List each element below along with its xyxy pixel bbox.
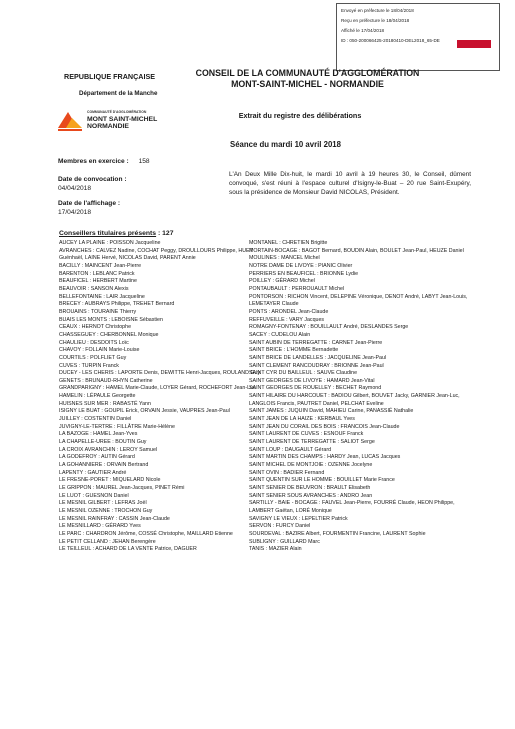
conseiller-entry: LE LUOT : GUESNON Daniel (59, 492, 129, 499)
conseiller-entry: SAINT CLEMENT RANCOUDRAY : BRIONNE Jean-Paul (249, 362, 384, 369)
conseiller-entry: SAINT GEORGES DE ROUELLEY : BECHET Raymond (249, 385, 382, 392)
membres-row (58, 157, 150, 166)
conseiller-entry: LE MESNIL RAINFRAY : CASSIN Jean-Claude (59, 515, 170, 522)
conseiller-entry: PERRIERS EN BEAUFICEL : BRIONNE Lydie (249, 270, 359, 277)
conseiller-entry: SAINT QUENTIN SUR LE HOMME : BOUILLET Marie France (249, 477, 395, 484)
conseiller-entry: CHASSEGUEY : CHERBONNEL Monique (59, 331, 159, 338)
membres-value: 158 (138, 158, 150, 165)
conseiller-entry: LA GODEFROY : AUTIN Gérard (59, 454, 135, 461)
conseiller-entry: LA BAZOGE : HAMEL Jean-Yves (59, 431, 138, 438)
convocation-value: 04/04/2018 (58, 185, 92, 192)
conseiller-entry: SACEY : CUDELOU Alain (249, 331, 311, 338)
conseiller-entry: NOTRE DAME DE LIVOYE : PIANIC Olivier (249, 262, 353, 269)
conseiller-entry: CHAULIEU : DESDOITS Loïc (59, 339, 129, 346)
conseiller-entry: SAINT JEAN DU CORAIL DES BOIS : FRANCOIS Jean-Claude (249, 423, 400, 430)
conseiller-entry: SAINT AUBIN DE TERREGATTE : CARNET Jean-Pierre (249, 339, 383, 346)
logo-line2: NORMANDIE (87, 123, 129, 130)
conseiller-entry: MOULINES : MANCEL Michel (249, 255, 320, 262)
logo-small-text: COMMUNAUTÉ D'AGGLOMÉRATION (87, 110, 147, 114)
conseiller-entry: SAINT SENIER SOUS AVRANCHES : ANDRO Jean (249, 492, 373, 499)
council-title (185, 68, 430, 90)
conseiller-entry: LA GOHANNIERE : ORVAIN Bertrand (59, 462, 149, 469)
conseiller-entry: SAINT JAMES : JUQUIN David, MAHIEU Carine, PANASSIÉ Nathalie (249, 408, 414, 415)
conseiller-entry: MORTAIN-BOCAGE : BAGOT Bernard, BOUDIN Alain, BOULET Jean-Paul, HEUZE Daniel (249, 247, 464, 254)
conseiller-entry: LE FRESNE-PORET : MIQUELARD Nicole (59, 477, 161, 484)
prefecture-stamp (336, 3, 500, 71)
agglo-logo (56, 108, 166, 132)
conseiller-entry: POILLEY : GÉRARD Michel (249, 278, 315, 285)
conseiller-entry: SAINT MARTIN DES CHAMPS : HARDY Jean, LUCAS Jacques (249, 454, 401, 461)
convocation-label: Date de convocation : (58, 176, 127, 183)
stamp-line-affiche: Affiché le 17/04/2018 (341, 28, 385, 33)
conseiller-entry: HAMELIN : LÉPAULE Georgette (59, 393, 136, 400)
conseiller-entry: LE GRIPPON : MAUREL Jean-Jacques, PINET Rémi (59, 485, 185, 491)
conseiller-entry: ISIGNY LE BUAT : GOUPIL Erick, ORVAIN Jessie, VAUPRES Jean-Paul (59, 408, 230, 415)
conseiller-entry: BRECEY : AUBRAYS Philippe, TREHET Bernard (59, 301, 175, 308)
logo-line1: MONT SAINT-MICHEL (87, 116, 158, 123)
conseiller-entry: TANIS : MAZIER Alain (249, 546, 302, 553)
conseiller-entry: SAINT GEORGES DE LIVOYE : HAMARD Jean-Vital (249, 377, 375, 384)
conseiller-entry: PONTORSON : RICHON Vincent, DELEPINE Véronique, DENOT André, LABYT Jean-Louis, LEMETAYER Claude (249, 293, 468, 308)
conseiller-entry: SAINT BRICE DE LANDELLES : JACQUELINE Jean-Paul (249, 354, 387, 361)
conseiller-entry: GRANDPARIGNY : HAMEL Marie-Claude, LOYER Gérard, ROCHEFORT Jean-Luc (59, 385, 256, 392)
membres-label: Membres en exercice : (58, 158, 129, 165)
stamp-logo (457, 40, 491, 48)
conseiller-entry: BELLEFONTAINE : LAIR Jacqueline (59, 293, 145, 300)
conseiller-entry: SAINT CYR DU BAILLEUL : SAUVE Claudine (249, 370, 358, 377)
conseiller-entry: LA CROIX AVRANCHIN : LEROY Samuel (59, 446, 158, 453)
conseiller-entry: SAINT LAURENT DE CUVES : ESNOUF Franck (249, 431, 364, 438)
conseiller-entry: SAVIGNY LE VIEUX : LEPELTIER Patrick (249, 515, 348, 522)
conseillers-right-column (249, 240, 469, 554)
council-line2: MONT-SAINT-MICHEL - NORMANDIE (231, 79, 384, 89)
conseiller-entry: SOURDEVAL : BAZIRE Albert, FOURMENTIN Francine, LAURENT Sophie (249, 530, 426, 537)
conseiller-entry: CUVES : TURPIN Franck (59, 362, 119, 369)
convocation-block (58, 175, 127, 193)
conseiller-entry: SAINT MICHEL DE MONTJOIE : OZENNE Jocelyne (249, 462, 373, 469)
conseiller-entry: HUISNES SUR MER : RABASTÉ Yann (59, 400, 151, 407)
conseiller-entry: SAINT OVIN : BADIER Fernand (249, 469, 325, 476)
stamp-line-envoye: Envoyé en préfecture le 18/04/2018 (341, 8, 414, 13)
conseiller-entry: SAINT LOUP : DAUGAULT Gérard (249, 446, 332, 453)
conseiller-entry: CHAVOY : FOLLAIN Marie-Louise (59, 347, 140, 354)
conseiller-entry: LE PARC : CHARDRON Jérôme, COSSÉ Christophe, MAILLARD Etienne (59, 530, 233, 537)
conseillers-count: : 127 (157, 230, 174, 237)
affichage-value: 17/04/2018 (58, 209, 92, 216)
conseiller-entry: BEAUFICEL : HERBERT Martine (59, 278, 137, 285)
conseiller-entry: COURTILS : POLFLIET Guy (59, 354, 127, 361)
mountain-logo-icon (56, 108, 84, 132)
conseiller-entry: LE TEILLEUL : ACHARD DE LA VENTE Patrice, DAGUER (59, 546, 197, 553)
conseiller-entry: LAPENTY : GAUTIER André (59, 469, 127, 476)
conseillers-title: Conseillers titulaires présents (59, 230, 157, 237)
conseiller-entry: SUBLIGNY : GUILLARD Marc (249, 538, 320, 545)
conseiller-entry: JUILLEY : COSTENTIN Daniel (59, 416, 132, 423)
conseiller-entry: BEAUVOIR : SANSON Alexis (59, 285, 129, 292)
stamp-line-id: ID : 050-200066425-20180410-DEL2018_65-DE (341, 38, 440, 43)
conseillers-left-column (59, 240, 264, 554)
conseiller-entry: ROMAGNY-FONTENAY : BOUILLAULT André, DESLANDES Serge (249, 324, 409, 331)
conseiller-entry: SAINT BRICE : L'HOMME Bernadette (249, 347, 339, 354)
conseiller-entry: CEAUX : HERNOT Christophe (59, 324, 132, 331)
conseiller-entry: BARENTON : LEBLANC Patrick (59, 270, 135, 277)
conseiller-entry: BUAIS LES MONTS : LEBOISNE Sébastien (59, 316, 163, 323)
conseiller-entry: BACILLY : MAINCENT Jean-Pierre (59, 262, 142, 269)
conseiller-entry: JUVIGNY-LE-TERTRE : FILLÂTRE Marie-Hélène (59, 423, 175, 430)
conseiller-entry: DUCEY - LES CHERIS : LAPORTE Denis, DEWITTE Henri-Jacques, ROULAND Guy (59, 370, 261, 377)
conseiller-entry: MONTANEL : CHRETIEN Brigitte (249, 240, 328, 246)
logo-title (87, 116, 157, 130)
council-line1: CONSEIL DE LA COMMUNAUTÉ D'AGGLOMÉRATION (195, 68, 420, 78)
affichage-label: Date de l'affichage : (58, 200, 121, 207)
intro-paragraph: L'An Deux Mille Dix-huit, le mardi 10 avril à 19 heures 30, le Conseil, dûment convoqué, s'est réuni à l'espace culturel d'Isigny-le-Buat – 20 rue Saint-Exupéry, sous la présidence de Monsieur David NICOLAS, Président. (229, 171, 471, 197)
conseiller-entry: LE MESNILLARD : GÉRARD Yves (59, 523, 141, 530)
conseiller-entry: LE MESNIL OZENNE : TROCHON Guy (59, 507, 153, 514)
conseiller-entry: SARTILLY - BAIE - BOCAGE : FAUVEL Jean-Pierre, FOURRÉ Claude, HEON Philippe, LAMBERT Gaëtan, LORÉ Monique (249, 500, 455, 514)
conseiller-entry: GENETS : BRUNAUD-RHYN Catherine (59, 377, 153, 384)
conseiller-entry: SAINT HILAIRE DU HARCOUET : BADIOU Gilbert, BOUVET Jacky, GARNIER Jean-Luc, LANGLOIS Francis, PAUTRET Daniel, PELCHAT Eveline (249, 393, 460, 407)
conseiller-entry: SAINT SENIER DE BEUVRON : BRAULT Elisabeth (249, 485, 371, 491)
stamp-line-recu: Reçu en préfecture le 18/04/2018 (341, 18, 410, 23)
conseiller-entry: BROUAINS : TOURAINE Thierry (59, 308, 137, 315)
conseiller-entry: AVRANCHES : CALVEZ Nadine, COCHAT Peggy, DROULLOURS Philippe, HUET Guénhaël, LAINE Hervé, NICOLAS David, PARENT Annie (59, 247, 253, 262)
conseiller-entry: LA CHAPELLE-UREE : BOUTIN Guy (59, 439, 147, 446)
conseiller-entry: SAINT LAURENT DE TERREGATTE : SALIOT Serge (249, 439, 375, 446)
conseiller-entry: AUCEY LA PLAINE : POISSON Jacqueline (59, 240, 161, 246)
departement-label: Département de la Manche (79, 90, 158, 97)
conseiller-entry: PONTAUBAULT : PERROUAULT Michel (249, 285, 345, 292)
conseiller-entry: LE PETIT CELLAND : JEHAN Berengère (59, 538, 156, 545)
republique-heading: REPUBLIQUE FRANÇAISE (64, 72, 156, 81)
extrait-heading: Extrait du registre des délibérations (238, 111, 362, 120)
conseillers-heading (59, 230, 173, 237)
affichage-block (58, 199, 120, 217)
conseiller-entry: SERVON : FURCY Daniel (249, 523, 311, 530)
conseiller-entry: LE MESNIL GILBERT : LEFRAS Joël (59, 500, 147, 507)
seance-title: Séance du mardi 10 avril 2018 (230, 140, 341, 149)
conseiller-entry: PONTS : ARONDEL Jean-Claude (249, 308, 329, 315)
conseiller-entry: SAINT JEAN DE LA HAIZE : KERBAUL Yves (249, 416, 355, 423)
conseiller-entry: REFFUVEILLE : VARY Jacques (249, 316, 325, 323)
